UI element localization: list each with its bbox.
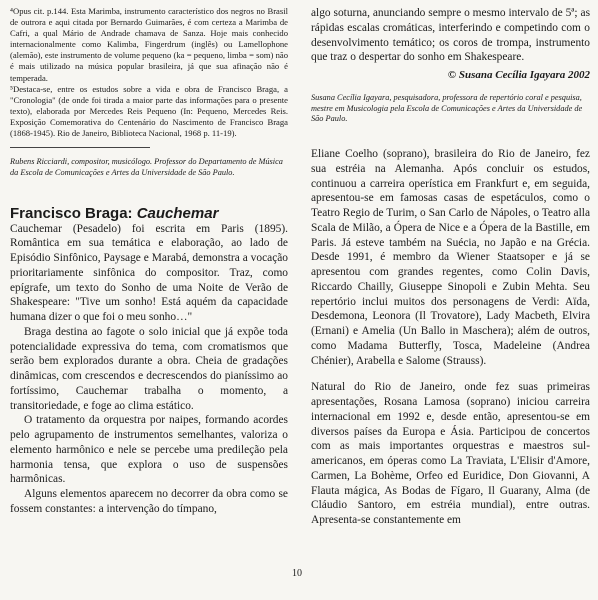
page-number: 10 — [292, 568, 302, 579]
paragraph-2: Braga destina ao fagote o solo inicial que já expõe toda potencialidade expressiva do tema, com cromatismos que serão bem explorados durante a obra. Cheia de gradações dinâmicas, com crescendos e decrescendos do pianíssimo ao fortíssimo, Cauchemar trabalha o momento, a transitoriedade, e foge ao clima estático. — [10, 325, 288, 412]
right-column — [311, 6, 590, 528]
paragraph-continued: algo soturna, anunciando sempre o mesmo intervalo de 5ª; as rápidas escalas cromáticas, interferindo e competindo com o desenvolvimento temático; os coros de trompa, instrumento que traz o despertar do sonho em Shakespeare. — [311, 7, 590, 64]
section-title-work: Cauchemar — [136, 204, 219, 222]
footnote-5: ⁵Destaca-se, entre os estudos sobre a vida e obra de Francisco Braga, a "Cronologia" (de onde foi tirada a maior parte das informações para o presente texto), elaborada por Mercedes Reis Pequeno (In: Pequeno, Mercedes Reis. Exposição Comemorativa do Centenário do Nascimento de Francisco Braga (1868-1945). Rio de Janeiro, Biblioteca Nacional, 1968 p. 11-19). — [10, 83, 288, 139]
bio-rosana-lamosa: Natural do Rio de Janeiro, onde fez suas primeiras apresentações, Rosana Lamosa (soprano) iniciou carreira internacional em 1992 e, desde então, apresentou-se em diversos países da Europa e Ásia. Participou de concertos com as mais importantes orquestras e maestros sul-americanos, em óperas como La Traviata, L'Elisir d'Amore, Carmen, La Bohème, Orfeo ed Euridice, Don Giovanni, A Flauta mágica, As Bodas de Fígaro, Il Guarany, Alma (de Cláudio Santoro, em estréia mundial), entre outras. Apresenta-se constantemente em — [311, 381, 590, 527]
author-credit: Rubens Ricciardi, compositor, musicólogo. Professor do Departamento de Música da Escola de Comunicações e Artes da Universidade de São Paulo. — [10, 157, 283, 177]
section-title-prefix: Francisco Braga: — [10, 204, 137, 222]
left-column — [10, 6, 288, 517]
paragraph-3: O tratamento da orquestra por naipes, formando acordes pelo agrupamento de instrumentos semelhantes, valoriza o elemento harmônico e nele se percebe uma predileção pela harmonia tensa, que explora o uso de suspensões harmônicas. — [10, 414, 288, 486]
author-credit-2: Susana Cecília Igayara, pesquisadora, professora de repertório coral e pesquisa, mestre em Musicologia pela Escola de Comunicações e Artes da Universidade de São Paulo. — [311, 93, 583, 124]
footnote-4: ⁴Opus cit. p.144. Esta Marimba, instrumento característico dos negros no Brasil de outrora e aqui citada por Bernardo Guimarães, é com certeza a Marimba de Cafri, a qual Mário de Andrade chamava de Sanza. Hoje mais conhecido internacionalmente como Kalimba, Fingerdrum (inglês) ou Lamellophone (alemão), este instrumento de volume pequeno (ka = pequeno, limba = som) não é mais utilizado na música popular brasileira, já que sua afinação não é temperada. — [10, 6, 288, 83]
copyright-signature: © Susana Cecília Igayara 2002 — [447, 69, 590, 81]
paragraph-1: Cauchemar (Pesadelo) foi escrita em Paris (1895). Romântica em sua temática e elaboração, ao lado de Episódio Sinfônico, Paysage e Marabá, demonstra a vocação prioritariamente sinfônica do compositor. Traz, como epígrafe, um texto do Sonho de uma Noite de Verão de Shakespeare: "Tive um sonho! Está aquém da capacidade humana dizer o que foi o meu sonho…" — [10, 222, 288, 324]
divider — [10, 147, 150, 148]
section-title — [10, 205, 288, 222]
bio-eliane-coelho: Eliane Coelho (soprano), brasileira do Rio de Janeiro, fez sua estréia na Alemanha. Após concluir os estudos, continuou a carreira operística em Frankfurt e, em seguida, apresentou-se em famosas casas de espetáculos, como o Teatro Regio de Turim, o San Carlo de Nápoles, o Teatro alla Scala de Milão, a Ópera de Nice e a Ópera de la Bastille, em Paris. Já esteve também na Suécia, no Japão e na Grécia. Desde 1991, é membro da Wiener Staatsoper e já se apresentou com grandes regentes, como Colin Davis, Riccardo Chailly, Giuseppe Sinopoli e Zubin Mehta. Seu repertório inclui muitos dos personagens de Verdi: Aïda, Desdemona, Leonora (Il Trovatore), Lady Macbeth, Elvira (Ernani) e Amelia (Un Ballo in Maschera); além de outros, como Madama Butterfly, Tosca, Madeleine (Andrea Chénier), Arabella e Salome (Strauss). — [311, 148, 590, 367]
paragraph-4: Alguns elementos aparecem no decorrer da obra como se fossem constantes: a intervenção do tímpano, — [10, 488, 288, 515]
